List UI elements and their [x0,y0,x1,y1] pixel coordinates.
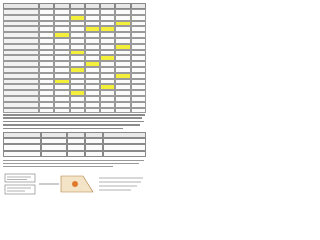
text-line [3,114,145,116]
table-row [3,151,146,157]
summary-table [3,132,146,157]
table-cell [3,151,41,157]
table-row-label [3,108,39,114]
table-cell [85,108,100,114]
table-notes [3,160,146,169]
table-cell [67,151,85,157]
text-line [3,160,144,161]
text-line [3,163,139,164]
text-line [3,117,142,119]
table-cell [85,151,103,157]
table-cell [100,108,115,114]
diagram-box [5,174,35,182]
process-diagram-figure [3,172,146,196]
diagram-marker [72,181,78,187]
table-cell [41,151,67,157]
table-cell [103,151,146,157]
table-cell [39,108,54,114]
document-page [0,0,149,198]
table-cell [131,108,146,114]
table-cell [115,108,130,114]
text-line [3,128,123,130]
paragraph-block [3,114,146,131]
diagram-box [5,185,35,194]
text-line [3,166,113,167]
comparison-table [3,3,146,113]
table-cell [54,108,69,114]
table-cell [70,108,85,114]
text-line [3,124,140,126]
table-row [3,108,146,114]
table-body [3,9,146,113]
text-line [3,121,144,123]
process-diagram [3,172,146,196]
